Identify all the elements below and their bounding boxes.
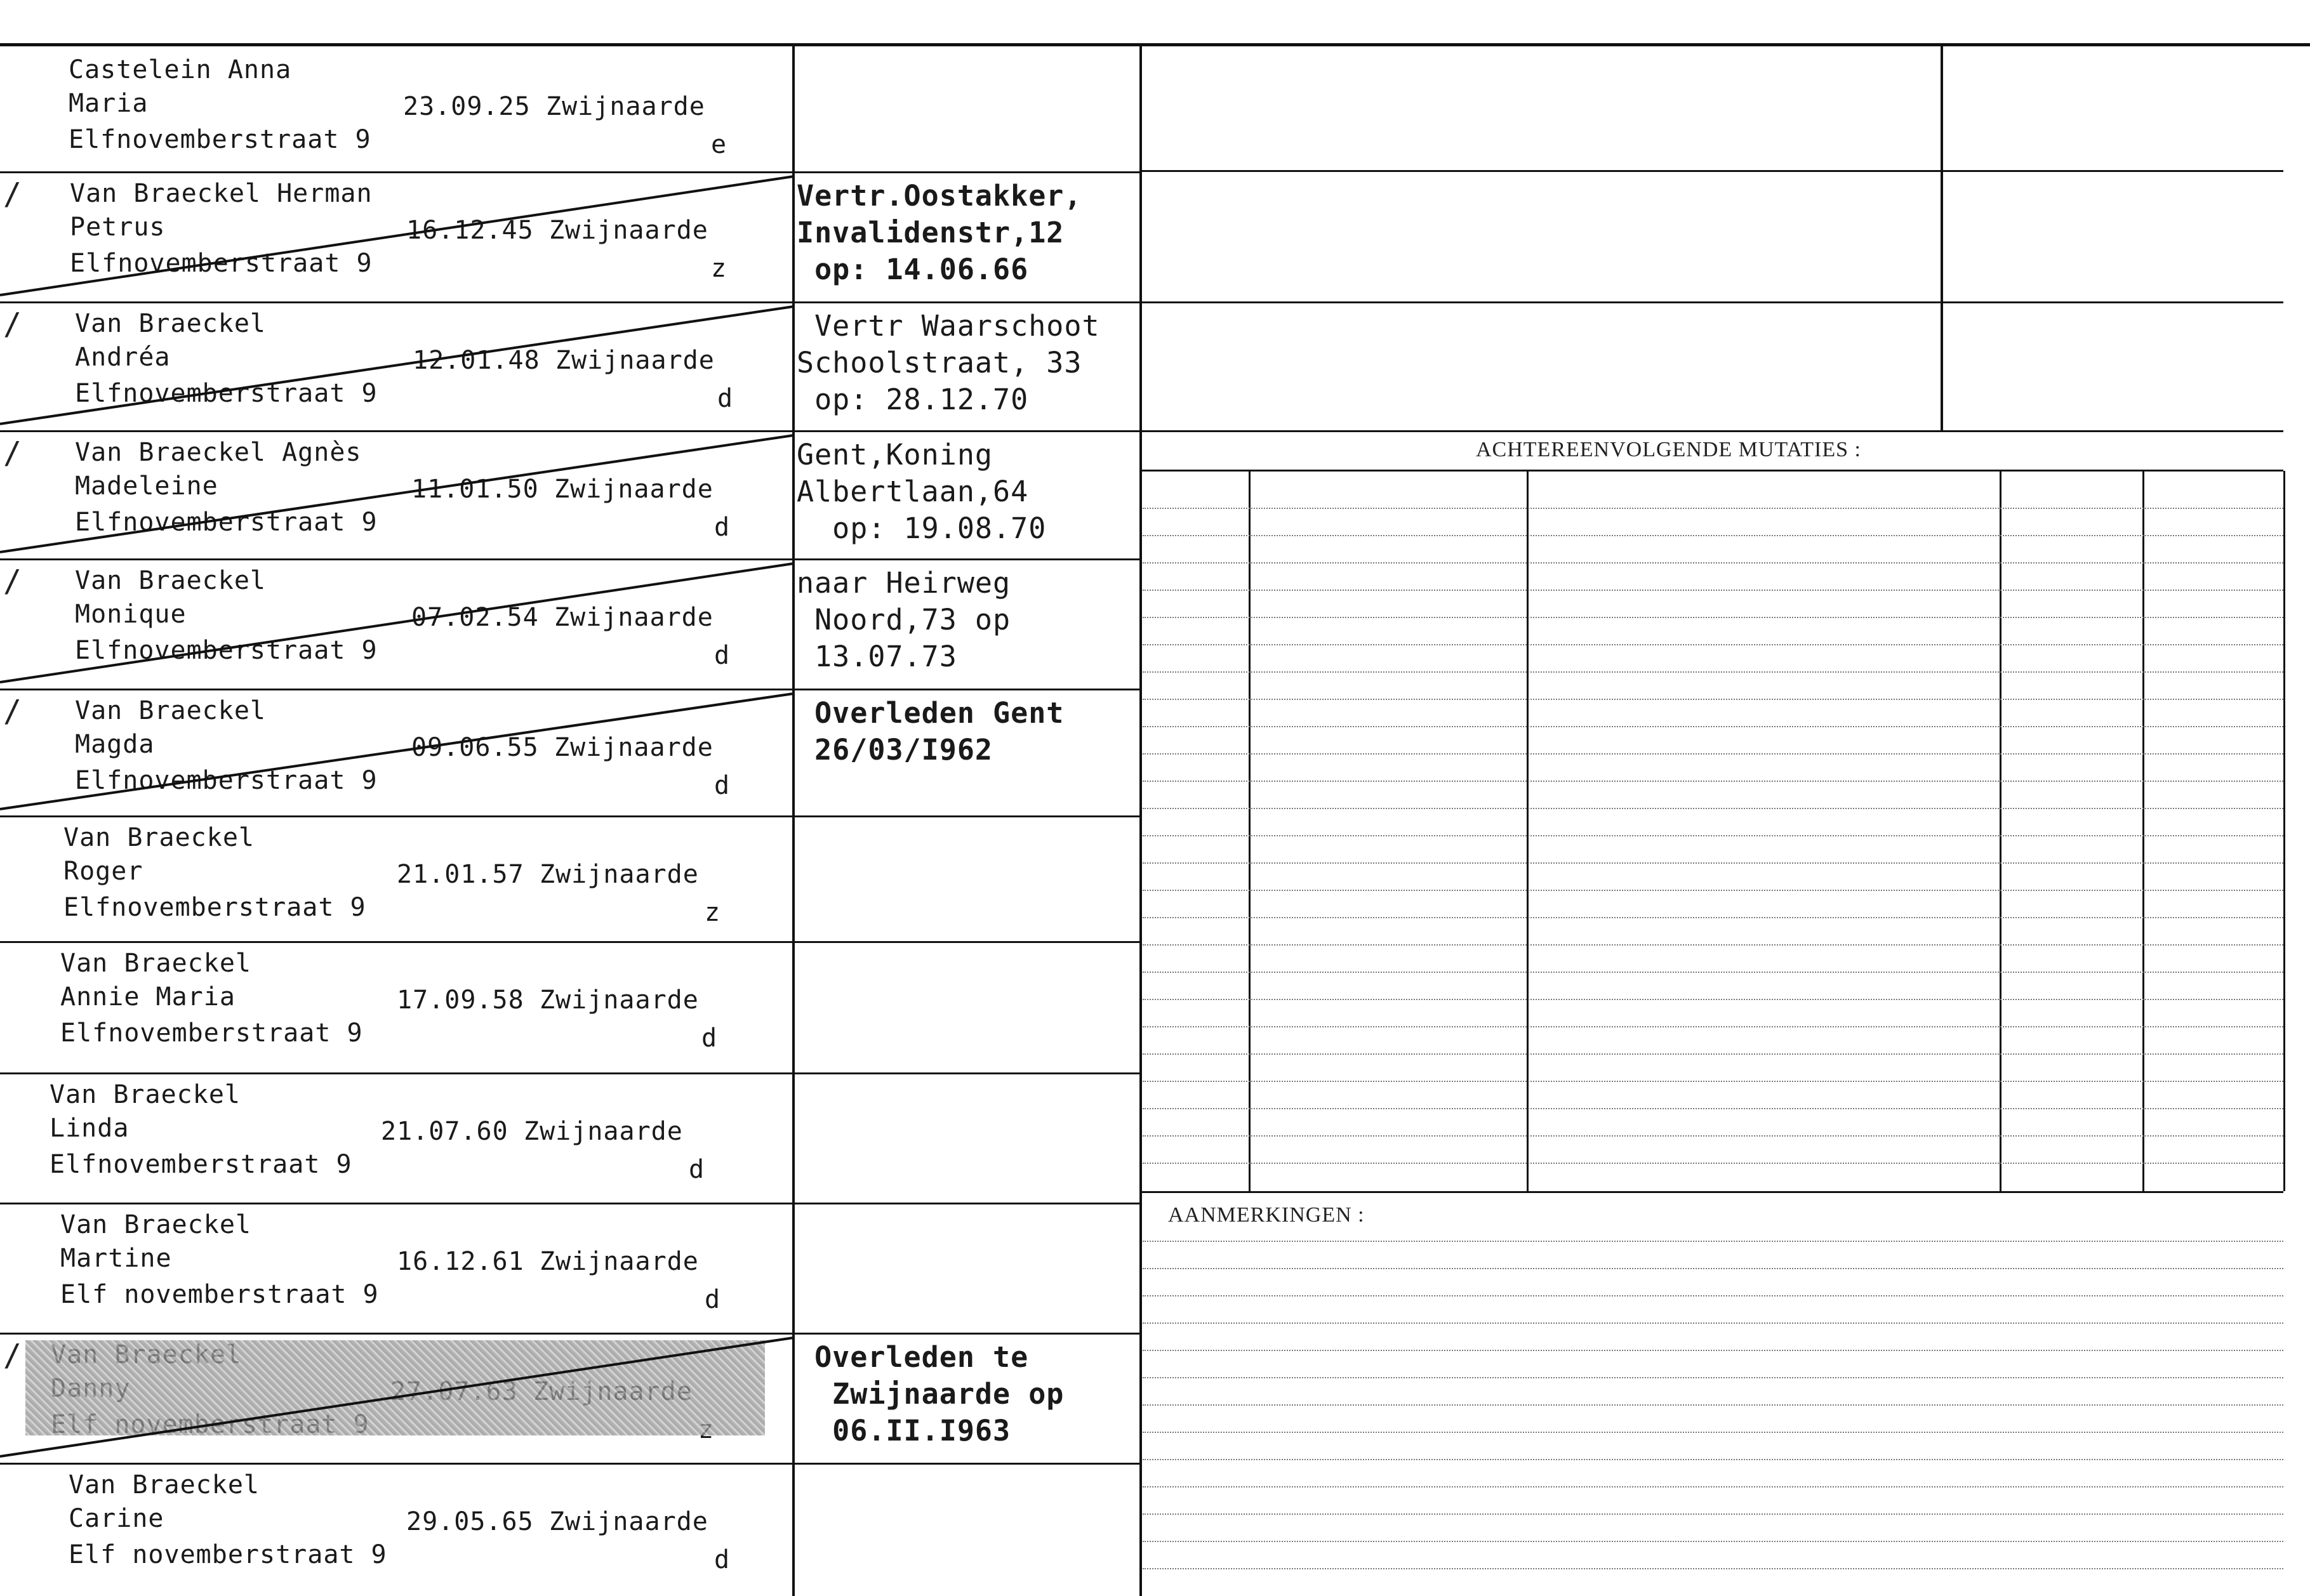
record-surname: Van Braeckel xyxy=(75,309,266,338)
record-code: z xyxy=(705,898,721,927)
record-birth-date: 17.09.58 xyxy=(397,986,524,1015)
record-code: d xyxy=(714,641,731,670)
record-surname: Castelein Anna xyxy=(69,55,292,84)
record-birth-date: 07.02.54 xyxy=(411,603,539,632)
record-surname: Van Braeckel Agnès xyxy=(75,438,362,467)
record-birth-date: 29.05.65 xyxy=(406,1507,534,1536)
record-code: d xyxy=(705,1285,721,1314)
record-birth-place: Zwijnaarde xyxy=(540,986,699,1015)
record-street: Elfnovemberstraat 9 xyxy=(60,1019,363,1048)
record-surname: Van Braeckel xyxy=(63,823,255,852)
record-strike-line xyxy=(0,176,793,295)
record-given-name: Martine xyxy=(60,1244,172,1273)
record-mutation-note: Overleden te Zwijnaarde op 06.II.I963 xyxy=(814,1340,1065,1448)
strike-tick-mark: / xyxy=(3,435,22,471)
record-birth-place: Zwijnaarde xyxy=(554,603,714,632)
record-given-name: Maria xyxy=(69,89,149,118)
record-mutation-note: Overleden Gent 26/03/I962 xyxy=(814,696,1065,767)
record-street: Elfnovemberstraat 9 xyxy=(50,1150,352,1179)
record-street: Elfnovemberstraat 9 xyxy=(75,508,378,537)
record-birth-date: 21.01.57 xyxy=(397,860,524,889)
aanmerkingen-header: AANMERKINGEN : xyxy=(1168,1203,1365,1227)
record-birth-place: Zwijnaarde xyxy=(555,346,715,375)
record-given-name: Monique xyxy=(75,600,187,629)
record-strike-line xyxy=(0,1338,793,1456)
record-strike-line xyxy=(0,435,793,552)
record-birth-place: Zwijnaarde xyxy=(549,216,708,245)
row-separator xyxy=(0,301,1141,303)
record-birth-place: Zwijnaarde xyxy=(549,1507,708,1536)
record-birth-place: Zwijnaarde xyxy=(540,1247,699,1276)
record-street: Elfnovemberstraat 9 xyxy=(69,125,371,154)
strike-tick-mark: / xyxy=(3,1338,22,1373)
record-street: Elf novemberstraat 9 xyxy=(60,1280,379,1309)
record-given-name: Magda xyxy=(75,730,155,759)
record-code: d xyxy=(714,771,731,800)
record-given-name: Madeleine xyxy=(75,472,218,501)
record-given-name: Annie Maria xyxy=(60,982,236,1012)
row-separator xyxy=(0,689,1141,690)
record-mutation-note: Gent,Koning Albertlaan,64 op: 19.08.70 xyxy=(797,438,1047,545)
row-separator xyxy=(0,1203,1141,1204)
record-surname: Van Braeckel xyxy=(75,566,266,595)
record-given-name: Linda xyxy=(50,1114,129,1143)
record-mutation-note: Vertr Waarschoot Schoolstraat, 33 op: 28.12.70 xyxy=(797,309,1100,416)
record-birth-date: 16.12.45 xyxy=(406,216,534,245)
strike-tick-mark: / xyxy=(3,564,22,599)
row-separator xyxy=(0,430,1141,432)
record-street: Elfnovemberstraat 9 xyxy=(63,893,366,922)
record-street: Elfnovemberstraat 9 xyxy=(75,379,378,408)
row-separator xyxy=(0,815,1141,817)
record-mutation-note: naar Heirweg Noord,73 op 13.07.73 xyxy=(797,566,1011,673)
mutaties-header: ACHTEREENVOLGENDE MUTATIES : xyxy=(1476,438,1861,461)
record-surname: Van Braeckel xyxy=(50,1080,241,1109)
record-birth-place: Zwijnaarde xyxy=(540,860,699,889)
record-code: d xyxy=(717,384,734,413)
record-birth-place: Zwijnaarde xyxy=(554,733,714,762)
record-given-name: Andréa xyxy=(75,343,171,372)
record-code: z xyxy=(711,254,727,283)
record-strike-line xyxy=(0,694,793,809)
record-birth-date: 16.12.61 xyxy=(397,1247,524,1276)
strike-tick-mark: / xyxy=(3,176,22,212)
row-separator xyxy=(0,941,1141,943)
record-street: Elfnovemberstraat 9 xyxy=(75,766,378,795)
strike-tick-mark: / xyxy=(3,694,22,729)
record-surname: Van Braeckel xyxy=(69,1470,260,1500)
record-surname: Van Braeckel Herman xyxy=(70,179,373,208)
record-strike-line xyxy=(0,307,793,424)
row-separator xyxy=(0,1072,1141,1074)
record-street: Elfnovemberstraat 9 xyxy=(70,249,373,278)
record-birth-date: 09.06.55 xyxy=(411,733,539,762)
record-birth-date: 12.01.48 xyxy=(413,346,540,375)
record-strike-line xyxy=(0,564,793,682)
record-street: Elf novemberstraat 9 xyxy=(69,1540,387,1569)
record-birth-date: 21.07.60 xyxy=(381,1117,508,1146)
record-given-name: Petrus xyxy=(70,213,166,242)
record-code: d xyxy=(714,1545,731,1574)
record-birth-place: Zwijnaarde xyxy=(554,475,714,504)
record-given-name: Carine xyxy=(69,1504,164,1533)
record-street: Elfnovemberstraat 9 xyxy=(75,636,378,665)
record-birth-date: 11.01.50 xyxy=(411,475,539,504)
row-separator xyxy=(0,1463,1141,1465)
record-code: d xyxy=(714,513,731,542)
record-birth-place: Zwijnaarde xyxy=(524,1117,683,1146)
record-surname: Van Braeckel xyxy=(60,949,251,978)
record-given-name: Roger xyxy=(63,857,143,886)
record-birth-place: Zwijnaarde xyxy=(546,92,705,121)
row-separator xyxy=(0,558,1141,560)
record-code: e xyxy=(711,130,727,159)
row-separator xyxy=(0,171,1141,173)
record-surname: Van Braeckel xyxy=(75,696,266,725)
record-birth-date: 23.09.25 xyxy=(403,92,531,121)
row-separator xyxy=(0,1333,1141,1335)
record-code: d xyxy=(689,1155,705,1184)
record-surname: Van Braeckel xyxy=(60,1210,251,1239)
record-code: d xyxy=(701,1024,718,1053)
record-mutation-note: Vertr.Oostakker, Invalidenstr,12 op: 14.06.66 xyxy=(797,179,1082,286)
strike-tick-mark: / xyxy=(3,307,22,342)
